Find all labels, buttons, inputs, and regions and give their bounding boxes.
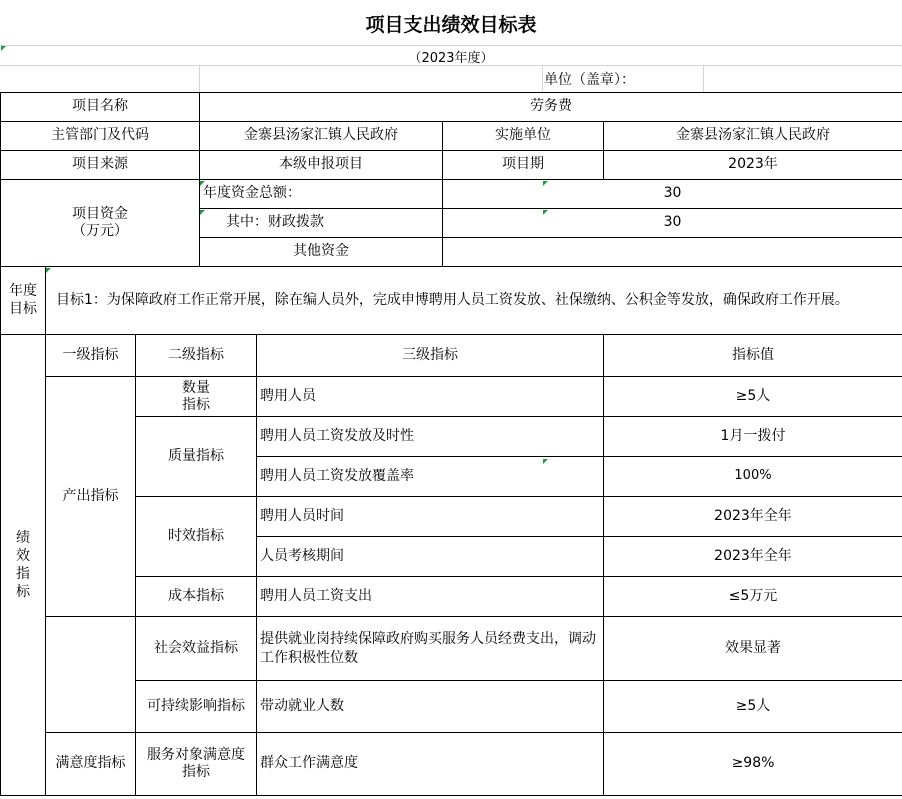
- value-cell: 2023年全年: [604, 537, 902, 577]
- level3-cell: 群众工作满意度: [257, 733, 604, 796]
- sheet-year: （2023年度）: [408, 50, 494, 66]
- cell-marker-icon: [543, 210, 548, 215]
- grid-line: [703, 66, 704, 92]
- cell-marker-icon: [200, 210, 205, 215]
- impl-value: 金寨县汤家汇镇人民政府: [604, 122, 902, 151]
- table-row: [1, 617, 902, 681]
- table-row: [1, 267, 902, 335]
- target-table: [0, 92, 902, 796]
- level3-cell: 人员考核期间: [257, 537, 604, 577]
- funds-total-value: 30: [443, 180, 902, 209]
- source-value: 本级申报项目: [200, 151, 443, 180]
- project-name-label: 项目名称: [1, 93, 200, 122]
- value-cell: 2023年全年: [604, 497, 902, 537]
- sheet-title: 项目支出绩效目标表: [365, 13, 537, 36]
- level1-benefit: [46, 617, 136, 733]
- cell-marker-icon: [200, 181, 205, 186]
- project-name-value: 劳务费: [200, 93, 902, 122]
- table-row: [1, 417, 902, 457]
- table-row: [1, 377, 902, 417]
- grid-line: [542, 66, 543, 92]
- value-cell: 效果显著: [604, 617, 902, 681]
- table-row: [1, 122, 902, 151]
- header-value: 指标值: [604, 335, 902, 377]
- funds-other-value: [443, 238, 902, 267]
- indicators-section-label: 绩 效 指 标: [1, 335, 46, 796]
- cell-marker-icon: [543, 459, 548, 464]
- level3-cell: 带动就业人数: [257, 681, 604, 733]
- source-label: 项目来源: [1, 151, 200, 180]
- impl-label: 实施单位: [443, 122, 604, 151]
- cell-marker-icon: [46, 268, 51, 273]
- level1-satisfaction: 满意度指标: [46, 733, 136, 796]
- level1-output: 产出指标: [46, 377, 136, 617]
- value-cell: ≥5人: [604, 681, 902, 733]
- level2-cost: 成本指标: [136, 577, 257, 617]
- level3-cell: 聘用人员工资支出: [257, 577, 604, 617]
- header-level2: 二级指标: [136, 335, 257, 377]
- value-cell: ≥98%: [604, 733, 902, 796]
- level3-cell: 提供就业岗持续保障政府购买服务人员经费支出，调动工作积极性位数: [257, 617, 604, 681]
- value-cell: 1月一拨付: [604, 417, 902, 457]
- table-row: [1, 681, 902, 733]
- funds-total-label: 年度资金总额：: [200, 180, 443, 209]
- dept-value: 金寨县汤家汇镇人民政府: [200, 122, 443, 151]
- header-level3: 三级指标: [257, 335, 604, 377]
- cell-marker-icon: [543, 181, 548, 186]
- level2-sustain: 可持续影响指标: [136, 681, 257, 733]
- table-row: [1, 335, 902, 377]
- funds-label: 项目资金 （万元）: [1, 180, 200, 267]
- level3-cell: 聘用人员工资发放覆盖率: [257, 457, 604, 497]
- grid-line: [0, 45, 902, 46]
- table-row: [1, 577, 902, 617]
- level2-timeliness: 时效指标: [136, 497, 257, 577]
- level2-quality: 质量指标: [136, 417, 257, 497]
- funds-other-label: 其他资金: [200, 238, 443, 267]
- table-row: [1, 733, 902, 796]
- funds-fiscal-label: 其中：财政拨款: [200, 209, 443, 238]
- period-value: 2023年: [604, 151, 902, 180]
- cell-marker-icon: [1, 46, 6, 51]
- value-cell: ≥5人: [604, 377, 902, 417]
- level2-service: 服务对象满意度 指标: [136, 733, 257, 796]
- dept-label: 主管部门及代码: [1, 122, 200, 151]
- level3-cell: 聘用人员工资发放及时性: [257, 417, 604, 457]
- level3-cell: 聘用人员: [257, 377, 604, 417]
- table-row: [1, 93, 902, 122]
- goal-label: 年度 目标: [1, 267, 46, 335]
- grid-line: [0, 65, 902, 66]
- grid-line: [199, 66, 200, 92]
- period-label: 项目期: [443, 151, 604, 180]
- header-level1: 一级指标: [46, 335, 136, 377]
- level2-quantity: 数量 指标: [136, 377, 257, 417]
- table-row: [1, 180, 902, 209]
- table-row: [1, 497, 902, 537]
- funds-fiscal-value: 30: [443, 209, 902, 238]
- goal-text: 目标1：为保障政府工作正常开展，除在编人员外，完成申博聘用人员工资发放、社保缴纳、公积金等发放，确保政府工作开展。: [46, 267, 902, 335]
- level3-cell: 聘用人员时间: [257, 497, 604, 537]
- level2-social: 社会效益指标: [136, 617, 257, 681]
- unit-stamp-label: 单位（盖章）：: [544, 72, 635, 88]
- table-row: [1, 151, 902, 180]
- value-cell: 100%: [604, 457, 902, 497]
- value-cell: ≤5万元: [604, 577, 902, 617]
